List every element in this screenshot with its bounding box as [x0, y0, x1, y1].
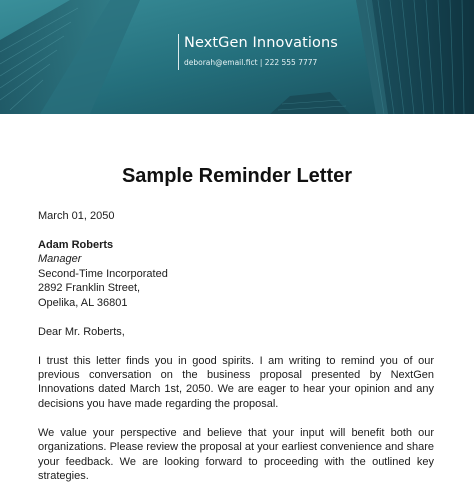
company-brand — [178, 34, 338, 70]
letter-title: Sample Reminder Letter — [121, 165, 353, 187]
recipient-position: Manager — [38, 253, 82, 266]
company-contact: deborah@email.fict | 222 555 7777 — [184, 58, 318, 67]
salutation: Dear Mr. Roberts, — [38, 325, 125, 338]
recipient-company: Second-Time Incorporated — [38, 267, 168, 280]
paragraph-2: We value your perspective and believe that your input will benefit both our organizations. Please review the proposal at your earliest convenience and share your feedback. We are looking forward to proceeding with the outlined key strategies. — [38, 426, 434, 483]
company-name: NextGen Innovations — [184, 35, 338, 51]
recipient-city: Opelika, AL 36801 — [38, 296, 128, 309]
recipient-name: Adam Roberts — [38, 239, 114, 251]
recipient-street: 2892 Franklin Street, — [38, 282, 141, 295]
letter-date: March 01, 2050 — [38, 210, 115, 222]
paragraph-1: I trust this letter finds you in good spirits. I am writing to remind you of our previous conversation on the business proposal presented by NextGen Innovations dated March 1st, 2050. We are eager to hear your opinion and any decisions you have made regarding the proposal. — [38, 354, 434, 410]
letter-body — [38, 209, 434, 483]
header-banner — [0, 0, 474, 114]
